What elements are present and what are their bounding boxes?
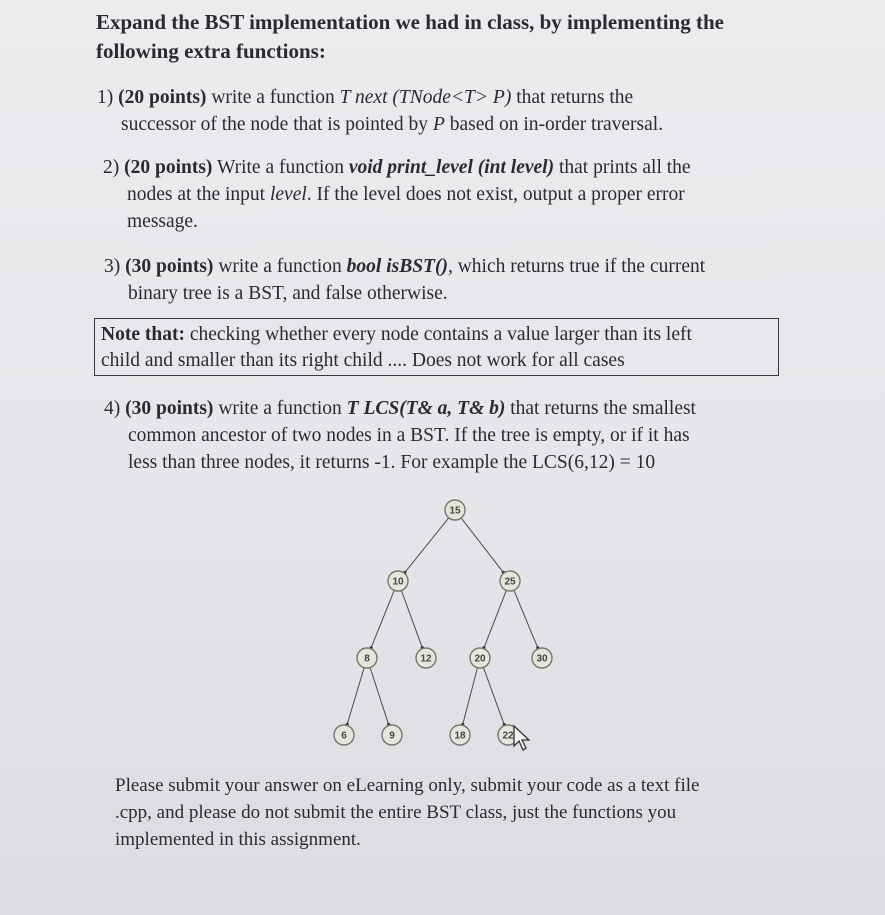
- task-3-text-end: , which returns true if the current: [447, 256, 706, 277]
- tree-node-15: [445, 500, 465, 520]
- task-3-line-2: binary tree is a BST, and false otherwise.: [128, 283, 448, 304]
- note-box: [94, 318, 779, 376]
- task-2-var: level: [269, 184, 307, 205]
- footer-line-3: implemented in this assignment.: [115, 829, 361, 850]
- task-1-var: P: [432, 114, 445, 135]
- task-4-line-2: common ancestor of two nodes in a BST. If the tree is empty, or if it has: [128, 425, 690, 446]
- task-2-signature: void print_level (int level): [348, 157, 555, 178]
- tree-node-label: 30: [536, 653, 548, 665]
- task-3: [104, 253, 794, 307]
- footer-line-2: .cpp, and please do not submit the entire BST class, just the functions you: [115, 802, 677, 823]
- task-2-text: Write a function: [212, 157, 349, 178]
- task-4-line-3: less than three nodes, it returns -1. For example the LCS(6,12) = 10: [128, 452, 656, 473]
- tree-node-label: 12: [420, 653, 432, 665]
- task-1-points: (20 points): [118, 87, 207, 108]
- tree-node-label: 8: [364, 653, 370, 665]
- tree-edge: [405, 518, 449, 573]
- tree-node-label: 10: [392, 576, 404, 588]
- tree-node-9: [382, 725, 402, 745]
- task-2-number: 2): [103, 157, 120, 178]
- tree-node-label: 15: [449, 505, 461, 517]
- tree-node-label: 25: [504, 576, 516, 588]
- tree-node-25: [500, 571, 520, 591]
- tree-node-18: [450, 725, 470, 745]
- task-4-text: write a function: [213, 398, 347, 419]
- intro-line-2: following extra functions:: [96, 39, 326, 63]
- task-1: [97, 84, 797, 138]
- task-4-number: 4): [104, 398, 121, 419]
- tree-edge: [371, 590, 394, 648]
- bst-diagram: [320, 495, 580, 760]
- tree-node-label: 22: [502, 730, 514, 742]
- tree-node-label: 9: [389, 730, 395, 742]
- tree-node-30: [532, 648, 552, 668]
- tree-node-10: [388, 571, 408, 591]
- tree-node-8: [357, 648, 377, 668]
- task-3-text: write a function: [213, 256, 347, 277]
- task-1-text-end: that returns the: [511, 87, 634, 108]
- tree-edge: [347, 668, 364, 725]
- tree-edge: [401, 590, 422, 647]
- tree-edge: [514, 590, 538, 648]
- tree-node-12: [416, 648, 436, 668]
- task-4-text-end: that returns the smallest: [505, 398, 696, 419]
- mouse-cursor-icon: [512, 724, 532, 757]
- tree-edge: [461, 518, 503, 572]
- tree-edge: [484, 590, 506, 647]
- tree-node-label: 6: [341, 730, 347, 742]
- task-1-text: write a function: [206, 87, 340, 108]
- task-1-line-2: successor of the node that is pointed by: [121, 114, 433, 135]
- tree-edge: [483, 667, 504, 724]
- task-3-points: (30 points): [125, 256, 214, 277]
- tree-node-label: 20: [474, 653, 486, 665]
- tree-edge: [370, 668, 389, 725]
- task-3-number: 3): [104, 256, 121, 277]
- task-2-line-2a: nodes at the input: [127, 184, 270, 205]
- tree-edge: [463, 668, 478, 725]
- note-label: Note that:: [101, 324, 185, 345]
- intro-line-1: Expand the BST implementation we had in class, by implementing the: [96, 10, 724, 34]
- task-1-line-2b: based on in-order traversal.: [444, 114, 664, 135]
- task-1-number: 1): [97, 87, 114, 108]
- task-2-line-3: message.: [127, 211, 198, 232]
- task-3-signature: bool isBST(): [346, 256, 448, 277]
- task-4-points: (30 points): [125, 398, 214, 419]
- note-text-2: child and smaller than its right child .... Does not work for all cases: [101, 350, 625, 371]
- footer-line-1: Please submit your answer on eLearning only, submit your code as a text file: [115, 775, 700, 796]
- tree-node-label: 18: [454, 730, 466, 742]
- task-2: [103, 154, 793, 235]
- task-2-points: (20 points): [124, 157, 213, 178]
- task-4-signature: T LCS(T& a, T& b): [346, 398, 506, 419]
- task-2-line-2b: . If the level does not exist, output a proper error: [306, 184, 685, 205]
- bst-svg: [320, 495, 580, 760]
- task-1-signature: T next (TNode<T> P): [339, 87, 512, 108]
- task-4: [104, 395, 794, 476]
- submission-note: [115, 772, 795, 853]
- task-2-text-end: that prints all the: [554, 157, 691, 178]
- tree-node-6: [334, 725, 354, 745]
- intro-text: [96, 8, 796, 66]
- note-text-1: checking whether every node contains a value larger than its left: [184, 324, 692, 345]
- tree-node-20: [470, 648, 490, 668]
